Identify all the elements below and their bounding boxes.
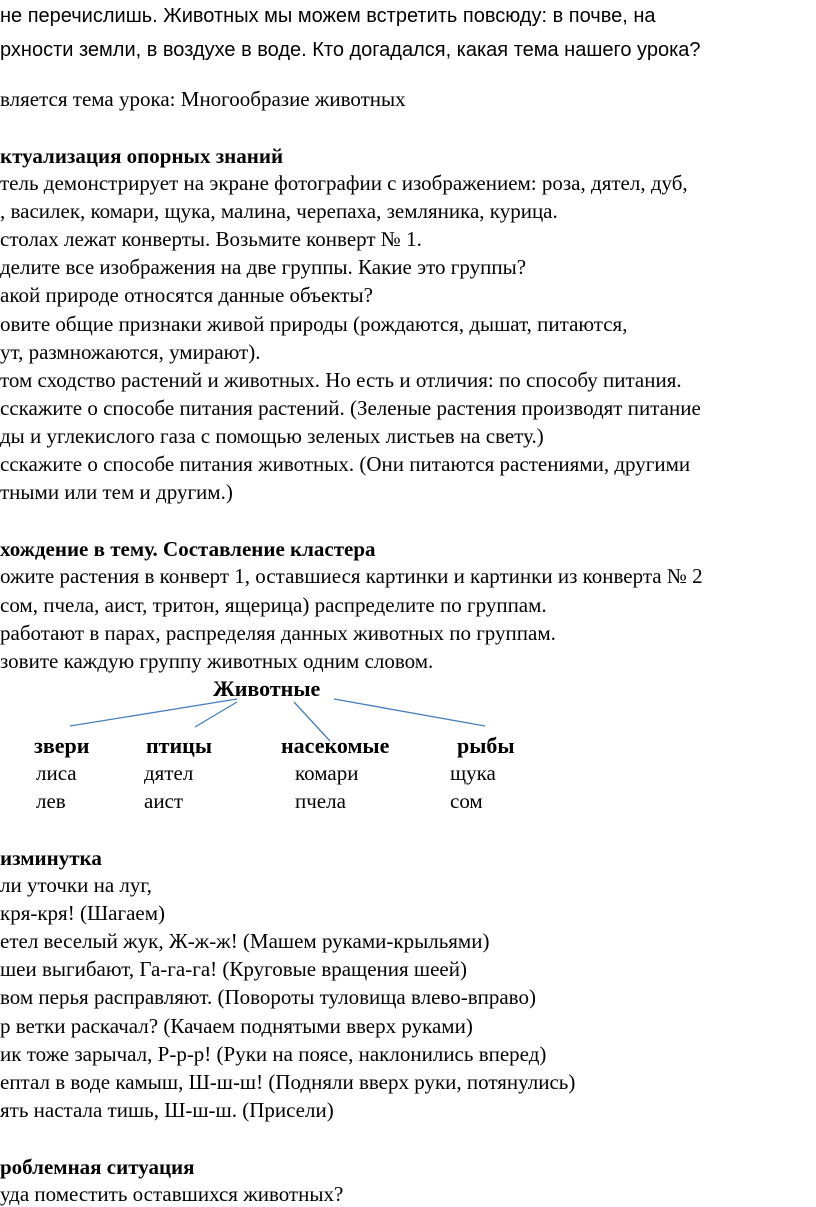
section1-line: сскажите о способе питания животных. (Они питаются растениями, другими — [0, 452, 691, 476]
cluster-group-name: звери — [34, 733, 90, 758]
cluster-item: лиса — [36, 761, 77, 785]
section1-line: овите общие признаки живой природы (рождаются, дышат, питаются, — [0, 312, 628, 336]
cluster-item: комари — [295, 761, 359, 785]
section2-line: сом, пчела, аист, тритон, ящерица) распределите по группам. — [0, 593, 547, 617]
section4-line: уда поместить оставшихся животных? — [0, 1182, 344, 1206]
section1-line: тель демонстрирует на экране фотографии с изображением: роза, дятел, дуб, — [0, 171, 688, 195]
section1-line: ут, размножаются, умирают). — [0, 340, 261, 364]
connector-line — [195, 702, 237, 727]
section2-line: зовите каждую группу животных одним словом. — [0, 649, 434, 673]
section1-line: сскажите о способе питания растений. (Зеленые растения производят питание — [0, 396, 701, 420]
section2-line: работают в парах, распределяя данных животных по группам. — [0, 621, 556, 645]
cluster-group-name: рыбы — [457, 733, 515, 758]
section3-line: шеи выгибают, Га-га-га! (Круговые вращения шеей) — [0, 957, 467, 981]
cluster-item: сом — [450, 789, 483, 813]
section1-line: ды и углекислого газа с помощью зеленых листьев на свету.) — [0, 424, 544, 448]
section-heading-introduction: хождение в тему. Составление кластера — [0, 537, 376, 561]
section1-line: столах лежат конверты. Возьмите конверт № 1. — [0, 227, 422, 251]
section3-line: етел веселый жук, Ж-ж-ж! (Машем руками-крыльями) — [0, 929, 490, 953]
cluster-item: лев — [36, 789, 66, 813]
section1-line: тными или тем и другим.) — [0, 480, 233, 504]
section-heading-actualization: ктуализация опорных знаний — [0, 144, 284, 168]
section-heading-problem: роблемная ситуация — [0, 1155, 195, 1179]
cluster-item: щука — [450, 761, 496, 785]
section1-line: , василек, комари, щука, малина, черепаха, земляника, курица. — [0, 199, 558, 223]
intro-line-2: рхности земли, в воздухе в воде. Кто догадался, какая тема нашего урока? — [0, 39, 701, 61]
connector-line — [334, 699, 485, 726]
cluster-group-name: насекомые — [281, 733, 390, 758]
section3-line: ять настала тишь, Ш-ш-ш. (Присели) — [0, 1098, 334, 1122]
intro-line-1: не перечислишь. Животных мы можем встретить повсюду: в почве, на — [0, 5, 656, 27]
section3-line: вом перья расправляют. (Повороты туловища влево-вправо) — [0, 985, 536, 1009]
section1-line: акой природе относятся данные объекты? — [0, 283, 373, 307]
cluster-root: Животные — [213, 676, 321, 701]
cluster-item: дятел — [144, 761, 194, 785]
section1-line: том сходство растений и животных. Но есть и отличия: по способу питания. — [0, 368, 682, 392]
section3-line: ли уточки на луг, — [0, 873, 152, 897]
cluster-item: аист — [144, 789, 184, 813]
section3-line: кря-кря! (Шагаем) — [0, 901, 165, 925]
section3-line: ик тоже зарычал, Р-р-р! (Руки на поясе, наклонились вперед) — [0, 1042, 547, 1066]
cluster-item: пчела — [295, 789, 346, 813]
connector-line — [70, 699, 237, 726]
section3-line: ептал в воде камыш, Ш-ш-ш! (Подняли вверх руки, потянулись) — [0, 1070, 576, 1094]
lesson-topic: вляется тема урока: Многообразие животных — [0, 87, 406, 111]
section1-line: делите все изображения на две группы. Какие это группы? — [0, 255, 527, 279]
section3-line: р ветки раскачал? (Качаем поднятыми вверх руками) — [0, 1014, 473, 1038]
section2-line: ожите растения в конверт 1, оставшиеся картинки и картинки из конверта № 2 — [0, 564, 703, 588]
section-heading-fizminutka: изминутка — [0, 846, 102, 870]
cluster-group-name: птицы — [146, 733, 213, 758]
